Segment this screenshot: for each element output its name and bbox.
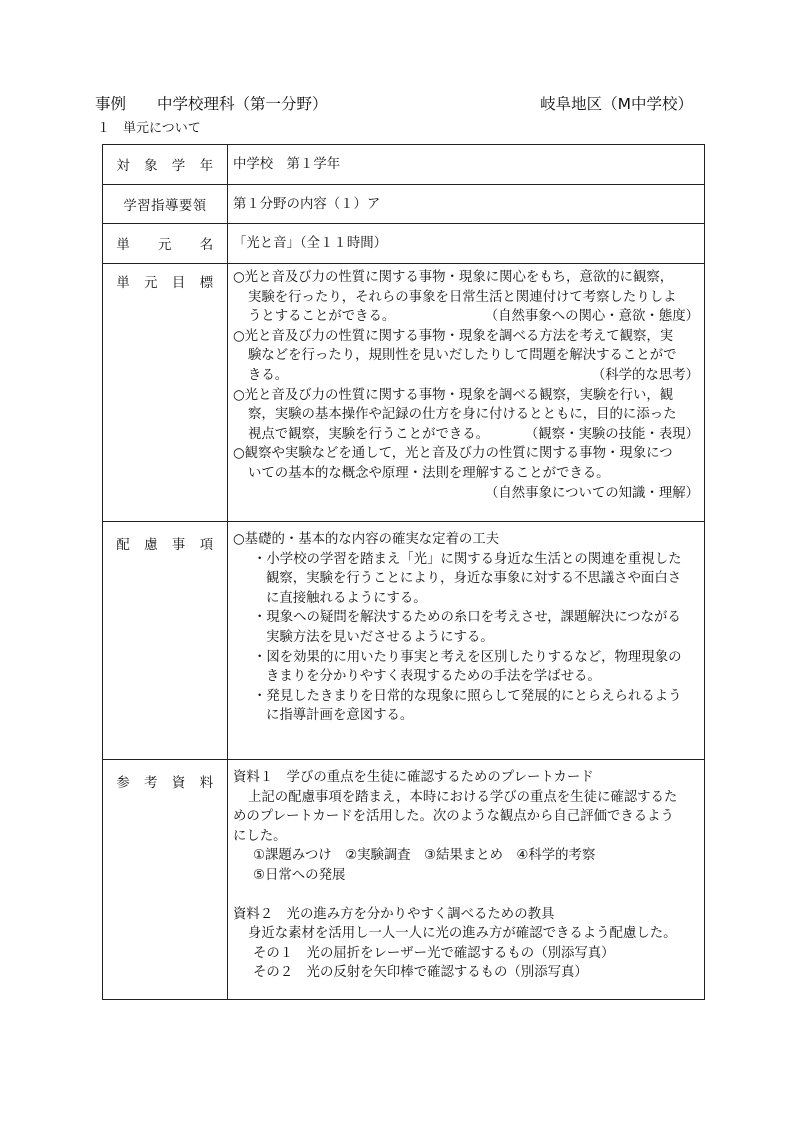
unit-table (102, 144, 705, 1000)
label-target: 対 象 学 年 (116, 159, 214, 174)
value-guideline: 第１分野の内容（１）ア (233, 197, 381, 212)
reference-2-title: 資料２ 光の進み方を分かりやすく調べるための教具 (233, 906, 555, 922)
reference-2-item: その２ 光の反射を矢印棒で確認するもの（別添写真） (253, 965, 588, 981)
goal-line: 視点で観察，実験を行うことができる。 （観察・実験の技能・表現） (233, 425, 699, 445)
goal-line: きる。 （科学的な思考） (233, 366, 699, 386)
consideration-line: ・図を効果的に用いたり事実と考えを区別したりするなど，物理現象の (253, 649, 682, 665)
consideration-line: きまりを分かりやすく表現するための手法を学ばせる。 (266, 669, 601, 685)
consideration-line: 観察，実験を行うことにより，身近な事象に対する不思議さや面白さ (266, 571, 682, 587)
label-considerations: 配 慮 事 項 (116, 538, 214, 553)
goal-tag: （観察・実験の技能・表現） (524, 426, 699, 442)
consideration-heading: ○基礎的・基本的な内容の確実な定着の工夫 (233, 532, 500, 547)
goal-tag: （自然事象についての知識・理解） (485, 485, 699, 501)
consideration-line: ・現象への疑問を解決するための糸口を考えさせ，課題解決につながる (253, 610, 681, 626)
row-unit (103, 224, 705, 264)
label-unit: 単 元 名 (116, 238, 214, 253)
label-goals: 単 元 目 標 (116, 276, 214, 291)
reference-1-title: 資料１ 学びの重点を生徒に確認するためのプレートカード (233, 770, 594, 785)
consideration-line: に直接触れるようにする。 (266, 590, 427, 606)
goal-line: うとすることができる。 （自然事象への関心・意欲・態度） (233, 307, 699, 327)
value-target: 中学校 第１学年 (233, 157, 341, 172)
document-header (95, 92, 693, 114)
label-guideline: 学習指導要領 (123, 199, 207, 214)
consideration-line: ・発見したきまりを日常的な現象に照らして発展的にとらえられるよう (253, 688, 682, 704)
reference-2-body: 身近な素材を活用し一人一人に光の進み方が確認できるよう配慮した。 (248, 926, 677, 942)
row-goals (103, 264, 705, 522)
goal-tag: （自然事象への関心・意欲・態度） (484, 309, 699, 325)
consideration-line: に指導計画を意図する。 (266, 708, 414, 724)
reference-1-points: ⑤日常への発展 (253, 867, 346, 883)
goal-line: いての基本的な概念や原理・法則を理解することができる。 (248, 465, 610, 481)
consideration-line: ・小学校の学習を踏まえ「光」に関する身近な生活との関連を重視した (253, 551, 682, 567)
reference-1-points: ①課題みつけ ②実験調査 ③結果まとめ ④科学的考察 (253, 848, 596, 864)
goal-line: ○光と音及び力の性質に関する事物・現象を調べる観察，実験を行い，観 (233, 387, 674, 403)
reference-1-body: めのプレートカードを活用した。次のような観点から自己評価できるよう (233, 809, 674, 825)
row-references (103, 760, 705, 1000)
consideration-line: 実験方法を見いださせるようにする。 (266, 629, 494, 645)
label-references: 参 考 資 料 (116, 776, 214, 791)
goal-line: 験などを行ったり，規則性を見いだしたりして問題を解決することがで (248, 348, 677, 364)
row-considerations (103, 522, 705, 760)
section-title: １ 単元について (97, 121, 201, 136)
row-guideline (103, 185, 705, 224)
goal-line: 察，実験の基本操作や記録の仕方を身に付けるとともに，目的に添った (248, 407, 677, 423)
value-unit: 「光と音」（全１１時間） (233, 236, 387, 251)
goal-tag: （科学的な思考） (591, 367, 699, 383)
row-target (103, 145, 705, 185)
reference-2-item: その１ 光の屈折をレーザー光で確認するもの（別添写真） (253, 945, 615, 961)
goal-line: 実験を行ったり，それらの事象を日常生活と関連付けて考察したりしよ (248, 289, 677, 305)
region-school: 岐阜地区（M中学校） (540, 95, 693, 113)
goal-line: ○光と音及び力の性質に関する事物・現象に関心をもち，意欲的に観察， (233, 270, 674, 285)
case-title: 事例 中学校理科（第一分野） (95, 95, 328, 113)
goal-line: ○光と音及び力の性質に関する事物・現象を調べる方法を考えて観察，実 (233, 328, 674, 344)
reference-1-body: にした。 (233, 828, 287, 844)
reference-1-body: 上記の配慮事項を踏まえ，本時における学びの重点を生徒に確認するた (248, 789, 678, 805)
goal-line: ○観察や実験などを通して，光と音及び力の性質に関する事物・現象につ (233, 446, 673, 462)
